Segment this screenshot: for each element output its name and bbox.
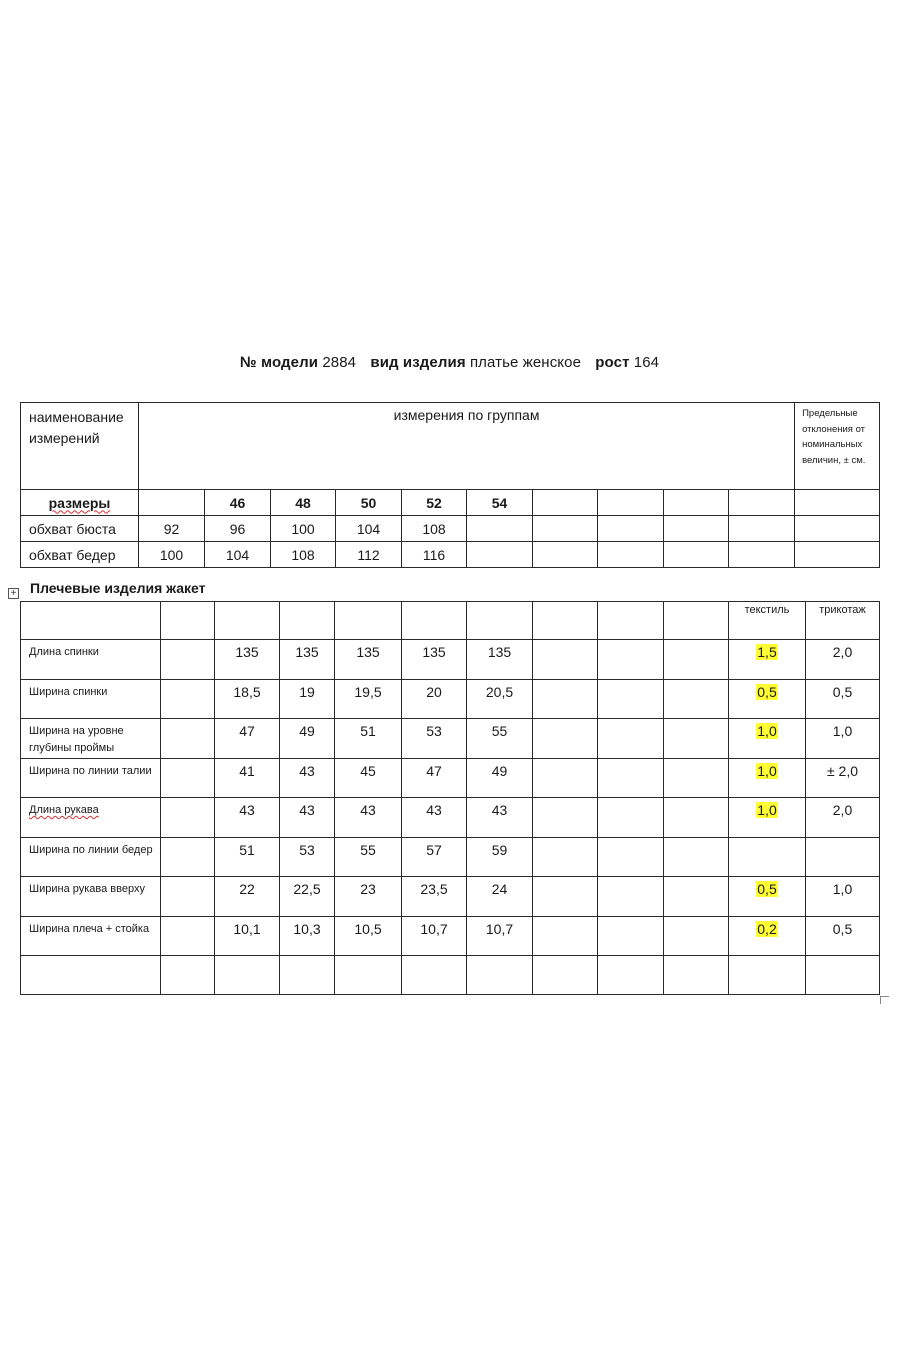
empty-cell [598, 719, 664, 759]
value-cell: 92 [139, 516, 205, 542]
value-cell: 10,3 [280, 916, 335, 956]
value-cell: 41 [215, 758, 280, 798]
empty-cell [598, 758, 664, 798]
value-cell: 108 [271, 542, 336, 568]
empty-cell [467, 956, 533, 995]
empty-cell [533, 640, 598, 680]
value-cell: 55 [335, 837, 402, 877]
empty-cell [664, 490, 729, 516]
empty-cell [729, 490, 795, 516]
empty-cell [664, 602, 729, 640]
empty-cell [533, 758, 598, 798]
empty-cell [664, 516, 729, 542]
value-cell: 43 [215, 798, 280, 838]
empty-cell [664, 640, 729, 680]
empty-cell [280, 956, 335, 995]
value-cell: 135 [215, 640, 280, 680]
empty-cell [533, 719, 598, 759]
knit-tolerance-cell: 1,0 [806, 719, 880, 759]
empty-cell [21, 602, 161, 640]
empty-cell [161, 719, 215, 759]
value-cell: 100 [271, 516, 336, 542]
value-cell: 19,5 [335, 679, 402, 719]
value-cell: 47 [215, 719, 280, 759]
empty-cell [664, 956, 729, 995]
value-cell: 43 [335, 798, 402, 838]
value-cell: 116 [402, 542, 467, 568]
textile-tolerance-cell: 1,0 [729, 719, 806, 759]
value-cell: 45 [335, 758, 402, 798]
value-cell: 47 [402, 758, 467, 798]
value-cell: 108 [402, 516, 467, 542]
value-cell: 100 [139, 542, 205, 568]
empty-cell [467, 602, 533, 640]
value-cell: 22 [215, 877, 280, 917]
row-label: Длина спинки [21, 640, 161, 680]
value-cell: 49 [467, 758, 533, 798]
textile-tolerance-cell: 1,0 [729, 798, 806, 838]
value-cell: 18,5 [215, 679, 280, 719]
empty-cell [664, 798, 729, 838]
row-label: обхват бедер [21, 542, 139, 568]
value-cell: 112 [336, 542, 402, 568]
textile-tolerance-cell [729, 837, 806, 877]
value-cell: 43 [402, 798, 467, 838]
empty-cell [664, 542, 729, 568]
empty-cell [598, 956, 664, 995]
textile-tolerance-cell: 0,2 [729, 916, 806, 956]
table-row [21, 516, 880, 542]
row-label: Длина рукава [21, 798, 161, 838]
table-row [21, 640, 880, 680]
empty-cell [598, 798, 664, 838]
size-cell: 46 [205, 490, 271, 516]
value-cell: 22,5 [280, 877, 335, 917]
value-cell: 10,1 [215, 916, 280, 956]
textile-tolerance-cell: 0,5 [729, 877, 806, 917]
deviation-header: Предельные отклонения от номинальных величин, ± см. [795, 403, 880, 490]
height-value: 164 [633, 354, 660, 371]
value-cell: 96 [205, 516, 271, 542]
empty-cell [402, 602, 467, 640]
empty-cell [729, 956, 806, 995]
header-row [21, 602, 880, 640]
table-row [21, 877, 880, 917]
row-label: Ширина плеча + стойка [21, 916, 161, 956]
empty-cell [598, 916, 664, 956]
row-label: Ширина по линии бедер [21, 837, 161, 877]
jacket-measurements-table [20, 601, 880, 995]
empty-cell [402, 956, 467, 995]
empty-cell [533, 490, 598, 516]
empty-cell [533, 542, 598, 568]
measurement-name-header: наименование измерений [21, 403, 139, 490]
empty-cell [335, 956, 402, 995]
table-row [21, 916, 880, 956]
knit-tolerance-cell: 0,5 [806, 916, 880, 956]
table-row [21, 798, 880, 838]
value-cell: 10,7 [467, 916, 533, 956]
value-cell: 43 [280, 798, 335, 838]
empty-cell [161, 877, 215, 917]
textile-tolerance-cell: 1,5 [729, 640, 806, 680]
empty-cell [598, 877, 664, 917]
empty-cell [215, 956, 280, 995]
table-row [21, 758, 880, 798]
knit-tolerance-cell [806, 837, 880, 877]
value-cell: 135 [280, 640, 335, 680]
value-cell: 49 [280, 719, 335, 759]
value-cell: 135 [402, 640, 467, 680]
row-label: Ширина рукава вверху [21, 877, 161, 917]
knit-tolerance-cell: 2,0 [806, 798, 880, 838]
size-spacer [139, 490, 205, 516]
row-label: Ширина на уровне глубины проймы [21, 719, 161, 759]
empty-cell [729, 516, 795, 542]
row-label: Ширина по линии талии [21, 758, 161, 798]
empty-cell [467, 542, 533, 568]
knit-tolerance-cell: 1,0 [806, 877, 880, 917]
empty-cell [598, 516, 664, 542]
group-measurements-header: измерения по группам [139, 403, 795, 490]
size-cell: 54 [467, 490, 533, 516]
empty-cell [533, 877, 598, 917]
value-cell: 43 [467, 798, 533, 838]
model-label: № модели [239, 354, 319, 371]
knit-tolerance-cell: ± 2,0 [806, 758, 880, 798]
empty-cell [161, 956, 215, 995]
empty-cell [795, 516, 880, 542]
empty-cell [161, 679, 215, 719]
empty-cell [161, 798, 215, 838]
empty-cell [598, 602, 664, 640]
document-title [0, 354, 899, 371]
empty-cell [806, 956, 880, 995]
knit-tolerance-cell: 0,5 [806, 679, 880, 719]
value-cell: 57 [402, 837, 467, 877]
table-row [21, 542, 880, 568]
empty-row [21, 956, 880, 995]
empty-cell [598, 640, 664, 680]
empty-cell [664, 719, 729, 759]
textile-header: текстиль [729, 602, 806, 640]
value-cell: 51 [215, 837, 280, 877]
empty-cell [161, 758, 215, 798]
value-cell: 51 [335, 719, 402, 759]
value-cell: 104 [205, 542, 271, 568]
textile-tolerance-cell: 1,0 [729, 758, 806, 798]
model-value: 2884 [322, 354, 357, 371]
empty-cell [729, 542, 795, 568]
empty-cell [533, 602, 598, 640]
value-cell: 10,7 [402, 916, 467, 956]
value-cell: 43 [280, 758, 335, 798]
empty-cell [664, 758, 729, 798]
empty-cell [533, 516, 598, 542]
table-row [21, 837, 880, 877]
table-move-handle-icon[interactable]: + [8, 588, 19, 599]
value-cell: 53 [402, 719, 467, 759]
value-cell: 135 [467, 640, 533, 680]
type-value: платье женское [469, 354, 582, 371]
empty-cell [335, 602, 402, 640]
size-cell: 50 [336, 490, 402, 516]
empty-cell [161, 837, 215, 877]
empty-cell [161, 640, 215, 680]
value-cell: 19 [280, 679, 335, 719]
measurements-table [20, 402, 880, 568]
empty-cell [215, 602, 280, 640]
value-cell: 23,5 [402, 877, 467, 917]
value-cell: 55 [467, 719, 533, 759]
section-title: Плечевые изделия жакет [30, 580, 206, 596]
value-cell: 53 [280, 837, 335, 877]
value-cell: 104 [336, 516, 402, 542]
value-cell: 24 [467, 877, 533, 917]
value-cell: 135 [335, 640, 402, 680]
table-row [21, 719, 880, 759]
table-row [21, 679, 880, 719]
empty-cell [161, 916, 215, 956]
sizes-label: размеры [21, 490, 139, 516]
empty-cell [21, 956, 161, 995]
empty-cell [664, 916, 729, 956]
empty-cell [280, 602, 335, 640]
knit-header: трикотаж [806, 602, 880, 640]
knit-tolerance-cell: 2,0 [806, 640, 880, 680]
empty-cell [664, 679, 729, 719]
size-cell: 48 [271, 490, 336, 516]
empty-cell [598, 542, 664, 568]
empty-cell [598, 837, 664, 877]
row-label: Ширина спинки [21, 679, 161, 719]
empty-cell [664, 837, 729, 877]
table-end-mark [880, 996, 889, 1004]
value-cell: 59 [467, 837, 533, 877]
empty-cell [598, 490, 664, 516]
empty-cell [533, 956, 598, 995]
empty-cell [533, 679, 598, 719]
type-label: вид изделия [370, 354, 466, 371]
empty-cell [533, 916, 598, 956]
empty-cell [467, 516, 533, 542]
empty-cell [598, 679, 664, 719]
textile-tolerance-cell: 0,5 [729, 679, 806, 719]
row-label: обхват бюста [21, 516, 139, 542]
empty-cell [533, 837, 598, 877]
empty-cell [795, 542, 880, 568]
height-label: рост [595, 354, 630, 371]
value-cell: 23 [335, 877, 402, 917]
empty-cell [664, 877, 729, 917]
value-cell: 20 [402, 679, 467, 719]
empty-cell [161, 602, 215, 640]
empty-cell [795, 490, 880, 516]
empty-cell [533, 798, 598, 838]
size-cell: 52 [402, 490, 467, 516]
value-cell: 20,5 [467, 679, 533, 719]
value-cell: 10,5 [335, 916, 402, 956]
